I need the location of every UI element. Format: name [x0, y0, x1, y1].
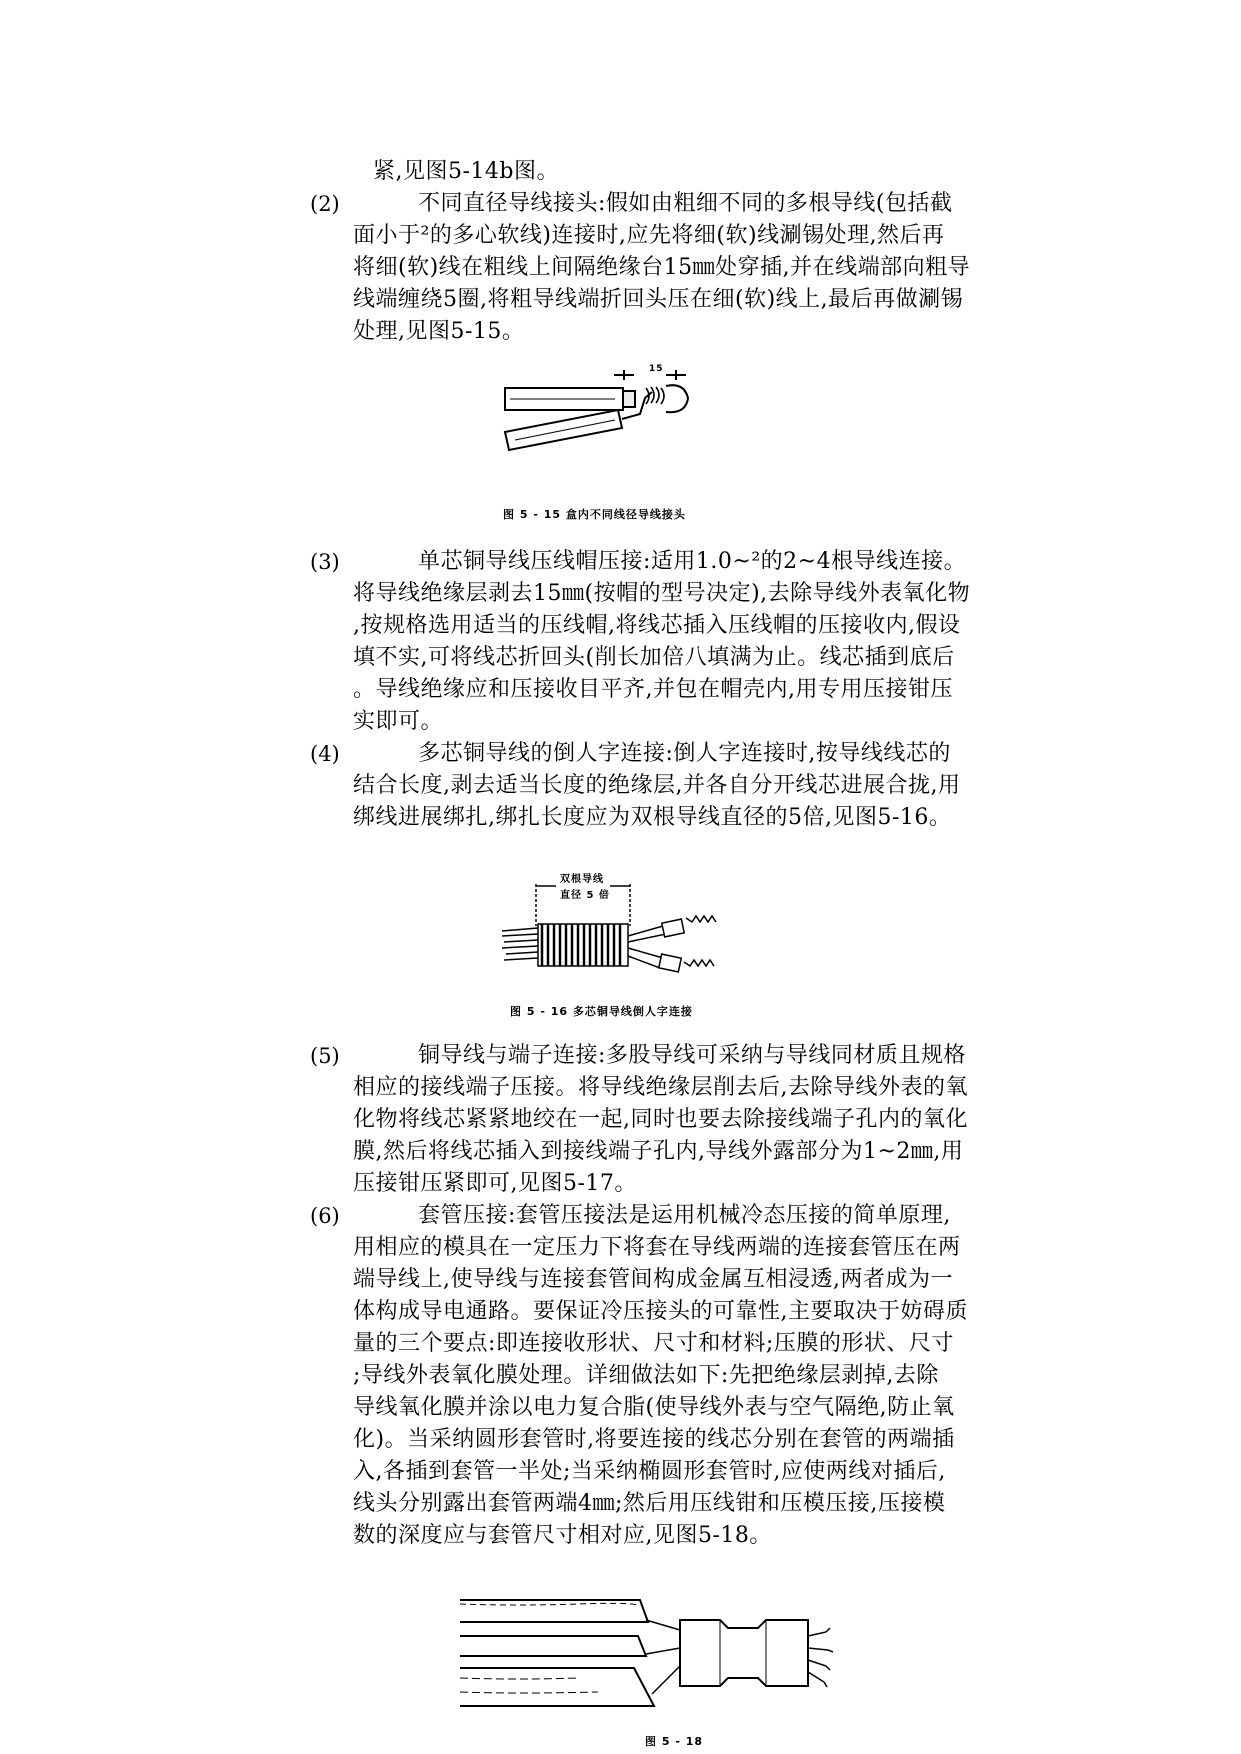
item-line: 套管压接:套管压接法是运用机械冷态压接的简单原理,	[418, 1203, 951, 1228]
figure-5-16-caption: 图 5 - 16 多芯铜导线倒人字连接	[510, 1005, 693, 1018]
figure-5-18-caption: 图 5 - 18	[645, 1735, 704, 1748]
figure-5-16-illustration	[498, 876, 738, 976]
item-line: ;导线外表氧化膜处理。详细做法如下:先把绝缘层剥掉,去除	[353, 1363, 939, 1388]
item-line: 化物将线芯紧紧地绞在一起,同时也要去除接线端子孔内的氧化	[353, 1107, 968, 1132]
item-line: 线端缠绕5圈,将粗导线端折回头压在细(软)线上,最后再做涮锡	[353, 287, 964, 312]
item-line: 填不实,可将线芯折回头(削长加倍八填满为止。线芯插到底后	[353, 645, 955, 670]
item-number: (2)	[310, 192, 340, 216]
item-line: 量的三个要点:即连接收形状、尺寸和材料;压膜的形状、尺寸	[353, 1331, 954, 1356]
item-line: 。导线绝缘应和压接收目平齐,并包在帽壳内,用专用压接钳压	[353, 677, 953, 702]
item-line: 用相应的模具在一定压力下将套在导线两端的连接套管压在两	[353, 1235, 961, 1260]
item-line: 端导线上,使导线与连接套管间构成金属互相浸透,两者成为一	[353, 1267, 953, 1292]
figure-5-18-illustration	[458, 1596, 898, 1726]
item-line: ,按规格选用适当的压线帽,将线芯插入压线帽的压接收内,假设	[353, 613, 961, 638]
item-line: 压接钳压紧即可,见图5-17。	[353, 1171, 637, 1196]
item-line: 线头分别露出套管两端4㎜;然后用压线钳和压模压接,压接模	[353, 1491, 946, 1516]
figure-5-15-caption: 图 5 - 15 盒内不同线径导线接头	[503, 508, 686, 521]
figure-5-15-illustration	[490, 358, 740, 458]
item-number: (6)	[310, 1204, 340, 1228]
item-number: (3)	[310, 550, 340, 574]
item-line: 单芯铜导线压线帽压接:适用1.0~²的2~4根导线连接。	[418, 549, 967, 574]
item-line: 入,各插到套管一半处;当采纳椭圆形套管时,应使两线对插后,	[353, 1459, 946, 1484]
item-line: 不同直径导线接头:假如由粗细不同的多根导线(包括截	[418, 191, 953, 216]
figure-5-16-label: 双根导线	[560, 874, 604, 885]
item-line: 将导线绝缘层剥去15㎜(按帽的型号决定),去除导线外表氧化物	[353, 581, 971, 606]
item-line: 面小于²的多心软线)连接时,应先将细(软)线涮锡处理,然后再	[353, 223, 945, 248]
item-number: (5)	[310, 1044, 340, 1068]
item-line: 将细(软)线在粗线上间隔绝缘台15㎜处穿插,并在线端部向粗导	[353, 255, 971, 280]
item-line: 相应的接线端子压接。将导线绝缘层削去后,去除导线外表的氧	[353, 1075, 968, 1100]
figure-5-16-label: 直径 5 倍	[560, 890, 610, 901]
intro-line: 紧,见图5-14b图。	[373, 159, 560, 184]
item-line: 铜导线与端子连接:多股导线可采纳与导线同材质且规格	[418, 1043, 966, 1068]
item-line: 导线氧化膜并涂以电力复合脂(使导线外表与空气隔绝,防止氧	[353, 1395, 955, 1420]
item-line: 数的深度应与套管尺寸相对应,见图5-18。	[353, 1523, 772, 1548]
item-line: 体构成导电通路。要保证冷压接头的可靠性,主要取决于妨碍质	[353, 1299, 968, 1324]
item-line: 化)。当采纳圆形套管时,将要连接的线芯分别在套管的两端插	[353, 1427, 955, 1452]
item-line: 多芯铜导线的倒人字连接:倒人字连接时,按导线线芯的	[418, 741, 951, 766]
item-line: 绑线进展绑扎,绑扎长度应为双根导线直径的5倍,见图5-16。	[353, 805, 952, 830]
dimension-label: 15	[649, 364, 664, 374]
item-line: 实即可。	[353, 709, 444, 734]
item-line: 膜,然后将线芯插入到接线端子孔内,导线外露部分为1~2㎜,用	[353, 1139, 964, 1164]
item-line: 处理,见图5-15。	[353, 319, 525, 344]
item-line: 结合长度,剥去适当长度的绝缘层,并各自分开线芯进展合拢,用	[353, 773, 961, 798]
item-number: (4)	[310, 742, 340, 766]
